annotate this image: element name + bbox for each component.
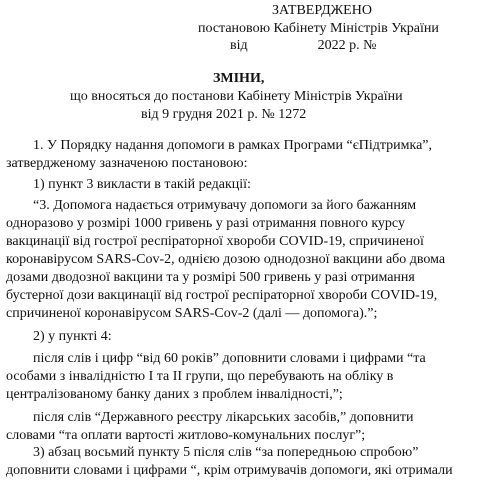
paragraph-line: коронавірусом SARS-Cov-2, однією дозою однодозної вакцини або двома xyxy=(6,252,446,267)
paragraph-line: спричиненої коронавірусом SARS-Cov-2 (далі — допомога).”; xyxy=(6,306,378,321)
paragraph-line: особами з інвалідністю I та II групи, що перебувають на обліку в xyxy=(6,369,394,384)
changes-title: ЗМІНИ, xyxy=(213,71,265,86)
changes-subtitle: що вносяться до постанови Кабінету Міністрів України xyxy=(70,89,403,104)
paragraph-line: після слів “Державного реєстру лікарських засобів,” доповнити xyxy=(33,410,414,425)
changes-resolution-date: від 9 грудня 2021 р. № 1272 xyxy=(141,107,307,122)
paragraph-line: централізованому банку даних з проблем інвалідності,”; xyxy=(6,387,343,402)
paragraph-line: бустерної дози вакцинації від гострої респіраторної хвороби COVID-19, xyxy=(6,288,438,303)
paragraph-line: “3. Допомога надається отримувачу допомоги за його бажанням xyxy=(33,198,417,213)
paragraph-line: доповнити словами і цифрами “, крім отримувачів допомоги, які отримали xyxy=(6,463,453,478)
approval-stamp-line: постановою Кабінету Міністрів України xyxy=(198,21,439,36)
paragraph-line: дозами дводозної вакцини та у розмірі 500 гривень у разі отримання xyxy=(6,270,415,285)
paragraph-line: одноразово у розмірі 1000 гривень у разі отримання повного курсу xyxy=(6,216,405,231)
paragraph-line: вакцинації від гострої респіраторної хвороби COVID-19, спричиненої xyxy=(6,234,424,249)
paragraph-line: 3) абзац восьмий пункту 5 після слів “за попередньою спробою” xyxy=(33,445,419,460)
paragraph-line: 1. У Порядку надання допомоги в рамках Програми “єПідтримка”, xyxy=(33,138,433,153)
paragraph-line: 2) у пункті 4: xyxy=(33,329,112,344)
paragraph-line: словами “та оплати вартості житлово-комунальних послуг”; xyxy=(6,428,366,443)
paragraph-line: затвердженому зазначеною постановою: xyxy=(6,156,248,171)
paragraph-line: 1) пункт 3 викласти в такій редакції: xyxy=(33,177,251,192)
approval-stamp-title: ЗАТВЕРДЖЕНО xyxy=(272,3,372,18)
paragraph-line: після слів і цифр “від 60 років” доповнити словами і цифрами “та xyxy=(33,351,426,366)
approval-stamp-date: від 2022 р. № xyxy=(230,38,377,53)
